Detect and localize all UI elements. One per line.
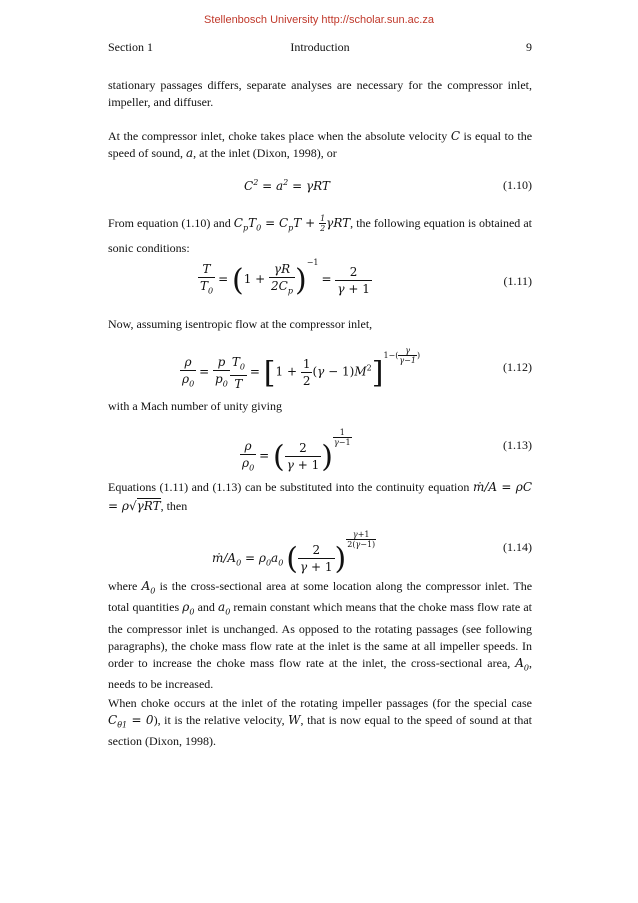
equation-1-14 [108,526,532,577]
equation-number: (1.13) [503,438,532,452]
paragraph-4 [108,316,532,333]
inline-equation-energy: $C_pT_0 = C_pT$ + $\frac{1}{2}$ γRT [233,214,351,233]
paragraph-7-text-d: remain constant which means that the choke mass flow rate at the compressor inlet is unchanged. As opposed to the rotating passages (see following paragraphs), the choke mass flow rate at the inlet is the same at all impeller speeds. In order to increase the choke mass flow rate at the inlet, the cross-sectional area, [108,600,533,670]
equation-number: (1.10) [503,178,532,192]
chapter-title: Introduction [290,40,350,54]
inline-equation-continuity: ṁ/A = ρC = ρ√γRT [108,480,533,513]
paragraph-1-text: stationary passages differs, separate analyses are necessary for the compressor inlet, impeller, and diffuser. [108,78,532,109]
equation-1-11-body: $\frac{T}{T_0}$ = (1 + $\frac{\gamma R}{2C_p}$ )$^{-1}$ = $\frac{2}{\gamma + 1}$ [200,258,370,298]
symbol-rho0: $\rho_0$ [182,600,195,617]
section-label: Section 1 [108,40,153,54]
paragraph-7-text-c: and [197,600,215,615]
symbol-a: a [186,146,194,160]
equation-number: (1.11) [503,274,532,288]
inline-equation-swirl: $C_{\theta 1} = 0$ [108,713,154,730]
equation-number: (1.12) [503,360,532,374]
paragraph-6-text-a: Equations (1.11) and (1.13) can be substituted into the continuity equation [108,480,470,494]
paragraph-3 [108,213,532,258]
paragraph-3-text-b: , the following equation is obtained at sonic conditions: [108,216,532,256]
paragraph-8-text-c: , that is now equal to the speed of sound at that section (Dixon, 1998). [108,713,533,749]
paragraph-7-text-e: , needs to be increased. [108,655,533,692]
paragraph-7-text-b: is the cross-sectional area at some location along the compressor inlet. The total quantities [108,579,533,615]
equation-1-10 [108,178,532,196]
symbol-C: C [450,129,460,143]
symbol-A0: $A_0$ [141,579,156,596]
paragraph-8-text-b: ), it is the relative velocity, [153,713,285,727]
paragraph-6-text-b: , then [160,499,188,513]
paragraph-7-text-a: where [108,579,138,593]
paragraph-7 [108,578,532,693]
paragraph-2-text-b: is equal to the speed of sound, [108,129,533,160]
paragraph-1 [108,77,532,111]
paragraph-5-text: with a Mach number of unity giving [108,399,282,413]
symbol-W: W [288,713,301,727]
paragraph-2-text-c: , at the inlet (Dixon, 1998), or [193,146,337,160]
paragraph-2-text-a: At the compressor inlet, choke takes place when the absolute velocity [108,129,448,143]
equation-1-13-body: $\frac{\rho}{\rho_0}$ = ( $\frac{2}{\gamma + 1}$ ) $^{\frac{1}{\gamma-1}}$ [242,428,351,475]
paragraph-3-text-a: From equation (1.10) and [108,216,231,230]
paragraph-8-text-a: When choke occurs at the inlet of the rotating impeller passages (for the special case [108,696,532,710]
paragraph-5 [108,398,532,415]
page-header [108,40,532,56]
symbol-A0-second: $A_0$ [515,655,530,673]
equation-1-13 [108,424,532,475]
equation-1-10-body: $C^2 = a^2 = \gamma RT$ [244,178,330,193]
equation-1-14-body: $ṁ/A_0 = \rho_0a_0$ ( $\frac{2}{\gamma + 1}$ ) $^{\frac{\gamma+1}{2(\gamma-1)}}$ [212,530,376,577]
equation-1-11 [108,258,532,306]
equation-number: (1.14) [503,540,532,554]
paragraph-6 [108,478,532,516]
paragraph-8 [108,695,532,750]
watermark: Stellenbosch University http://scholar.sun.ac.za [204,14,434,26]
symbol-a0: $a_0$ [218,600,231,617]
paragraph-2 [108,128,532,162]
paragraph-4-text: Now, assuming isentropic flow at the compressor inlet, [108,317,373,331]
equation-1-12-body: $\frac{\rho}{\rho_0}$ = $\frac{p}{p_0}$ $\frac{T_0}{T}$ = [1 + $\frac{1}{2}$ $(\gamma - 1)M^2]^{1-( \frac{\gamma}{\gamma-1} )}$ [182,346,421,391]
equation-1-12 [108,346,532,392]
page-number: 9 [526,40,532,54]
